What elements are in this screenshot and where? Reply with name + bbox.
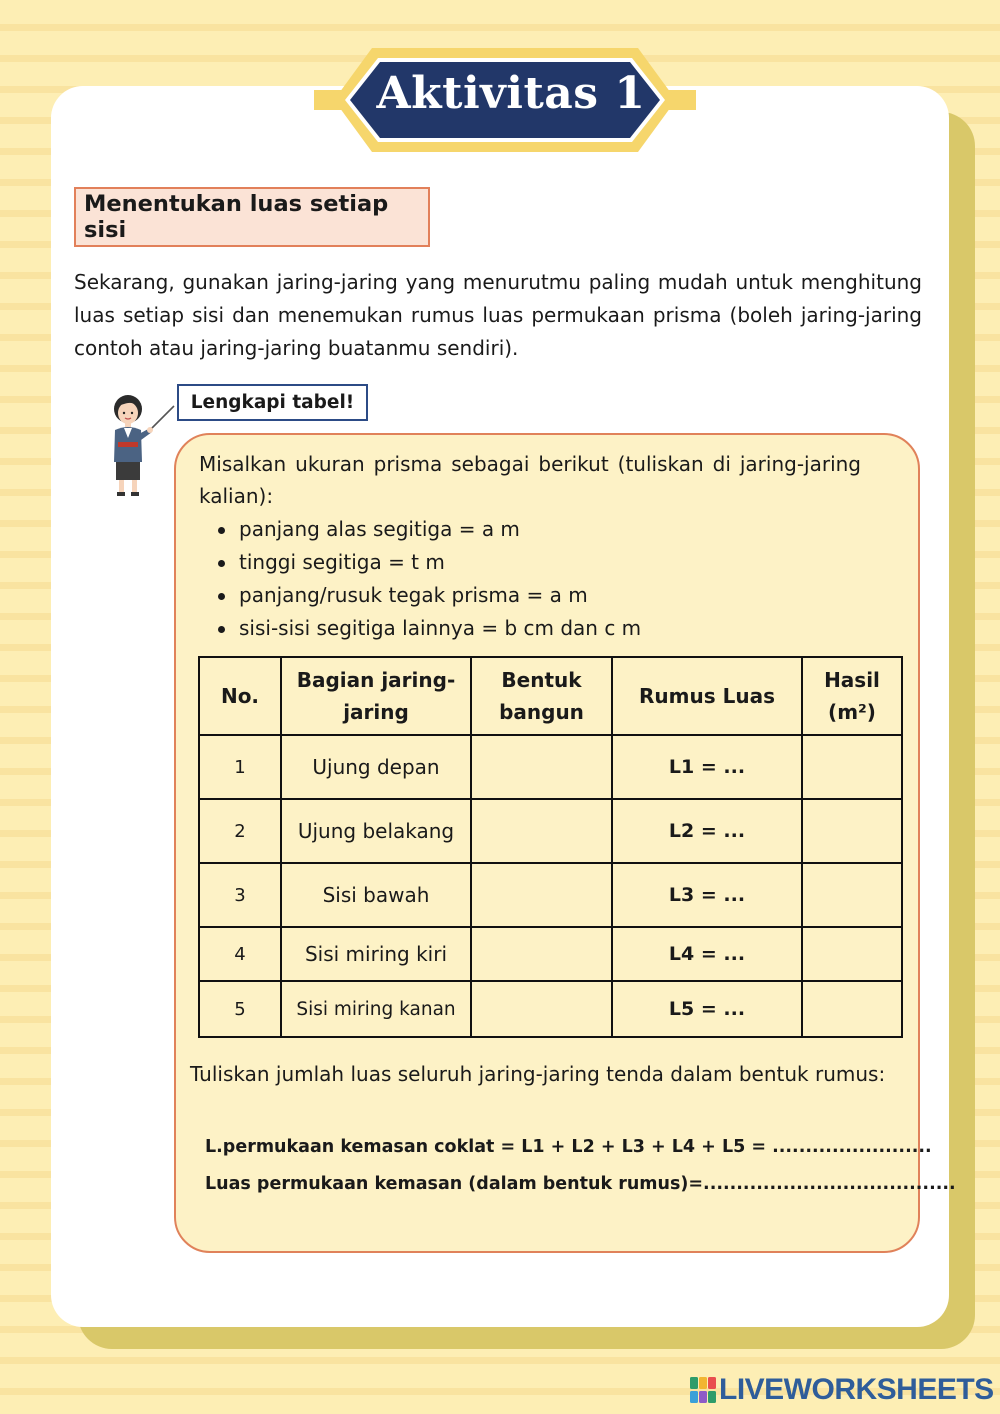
row-shape-input[interactable] xyxy=(471,735,612,799)
row-result-input[interactable] xyxy=(802,927,902,981)
header-result-line2: (m²) xyxy=(828,700,876,724)
row-result-input[interactable] xyxy=(802,799,902,863)
header-formula-text: Rumus Luas xyxy=(639,684,775,708)
row-part: Sisi bawah xyxy=(281,863,471,927)
row-part: Sisi miring kiri xyxy=(281,927,471,981)
header-part xyxy=(281,657,471,735)
teacher-illustration xyxy=(104,392,176,500)
area-table xyxy=(198,656,903,1038)
header-result-line1: Hasil xyxy=(824,668,880,692)
table-row xyxy=(199,735,902,799)
header-shape xyxy=(471,657,612,735)
row-result-input[interactable] xyxy=(802,981,902,1037)
row-number: 2 xyxy=(199,799,281,863)
row-formula[interactable]: L5 = ... xyxy=(612,981,802,1037)
page-title: Aktivitas 1 xyxy=(376,67,646,119)
row-formula[interactable]: L3 = ... xyxy=(612,863,802,927)
intro-paragraph: Sekarang, gunakan jaring-jaring yang menurutmu paling mudah untuk menghitung luas setiap sisi dan menemukan rumus luas permukaan prisma (boleh jaring-jaring contoh atau jaring-jaring buatanmu sendiri). xyxy=(74,270,922,360)
logo-grid-icon xyxy=(690,1377,716,1403)
header-result xyxy=(802,657,902,735)
instruction-text: Lengkapi tabel! xyxy=(190,392,355,413)
surface-area-sum-line[interactable]: L.permukaan kemasan coklat = L1 + L2 + L3 + L4 + L5 = ........................ xyxy=(205,1137,932,1157)
header-shape-line2: bangun xyxy=(499,700,584,724)
header-no-text: No. xyxy=(220,684,260,708)
row-shape-input[interactable] xyxy=(471,799,612,863)
row-part: Ujung belakang xyxy=(281,799,471,863)
table-row xyxy=(199,863,902,927)
assumption-text: Misalkan ukuran prisma sebagai berikut (tuliskan di jaring-jaring kalian): xyxy=(199,452,861,508)
surface-area-formula-line[interactable]: Luas permukaan kemasan (dalam bentuk rumus)=...................................... xyxy=(205,1174,956,1194)
row-part: Ujung depan xyxy=(281,735,471,799)
list-item: tinggi segitiga = t m xyxy=(199,546,879,579)
row-part: Sisi miring kanan xyxy=(281,981,471,1037)
instruction-label xyxy=(177,384,368,421)
header-formula xyxy=(612,657,802,735)
row-formula[interactable]: L4 = ... xyxy=(612,927,802,981)
row-shape-input[interactable] xyxy=(471,927,612,981)
table-row xyxy=(199,799,902,863)
table-header-row xyxy=(199,657,902,735)
header-part-line2: jaring xyxy=(343,700,409,724)
header-shape-line1: Bentuk xyxy=(501,668,582,692)
row-number: 1 xyxy=(199,735,281,799)
logo-text: LIVEWORKSHEETS xyxy=(719,1373,994,1406)
assumption-list xyxy=(199,513,879,645)
list-item: panjang alas segitiga = a m xyxy=(199,513,879,546)
row-result-input[interactable] xyxy=(802,863,902,927)
liveworksheets-logo xyxy=(690,1370,994,1410)
row-number: 4 xyxy=(199,927,281,981)
header-no xyxy=(199,657,281,735)
section-heading-text: Menentukan luas setiap sisi xyxy=(84,191,389,243)
table-row xyxy=(199,927,902,981)
row-shape-input[interactable] xyxy=(471,863,612,927)
row-formula[interactable]: L2 = ... xyxy=(612,799,802,863)
row-formula[interactable]: L1 = ... xyxy=(612,735,802,799)
list-item: sisi-sisi segitiga lainnya = b cm dan c m xyxy=(199,612,879,645)
row-number: 3 xyxy=(199,863,281,927)
row-result-input[interactable] xyxy=(802,735,902,799)
section-heading xyxy=(74,187,430,247)
row-number: 5 xyxy=(199,981,281,1037)
table-row xyxy=(199,981,902,1037)
header-part-line1: Bagian jaring- xyxy=(296,668,456,692)
sum-prompt: Tuliskan jumlah luas seluruh jaring-jaring tenda dalam bentuk rumus: xyxy=(190,1062,886,1086)
list-item: panjang/rusuk tegak prisma = a m xyxy=(199,579,879,612)
row-shape-input[interactable] xyxy=(471,981,612,1037)
